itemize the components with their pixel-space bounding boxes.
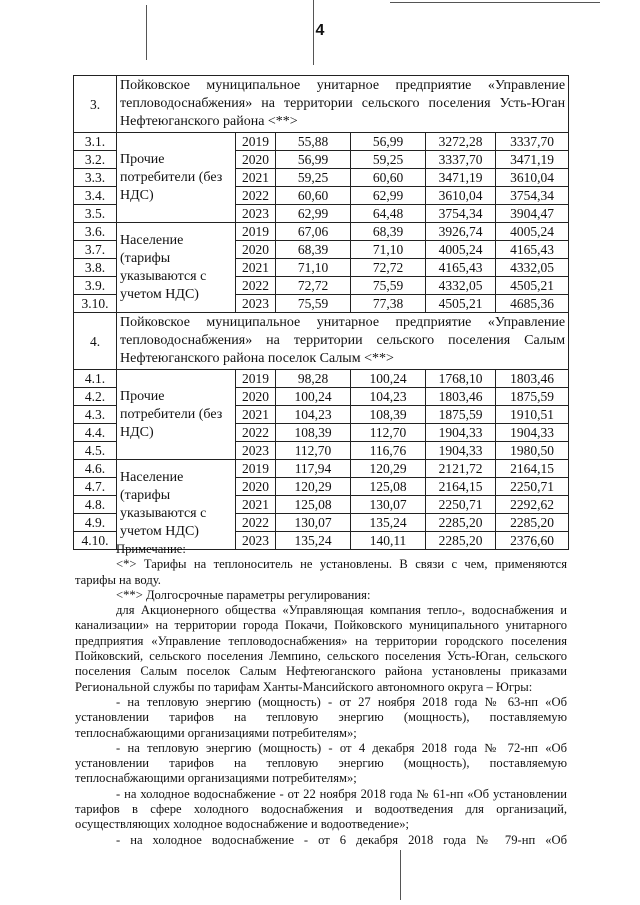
regulation-paragraph: для Акционерного общества «Управляющая компания тепло-, водоснабжения и канализации» на территории города Покачи, Пойковского муниципального унитарного предприятия «Управление тепловодоснабжения» на территории городского поселения Пойковский, сельского поселения Лемпино, сельского поселения Усть-Юган, сельского поселения Салым поселок Салым Нефтеюганского района установлены приказами Региональной службы по тарифам Ханты-Мансийского автономного округа – Югры:	[75, 603, 567, 694]
value-cell: 3610,04	[496, 169, 569, 187]
value-cell: 140,11	[351, 532, 426, 550]
value-cell: 3610,04	[426, 187, 496, 205]
consumer-group: Прочие потребители (без НДС)	[117, 133, 236, 223]
row-number: 3.8.	[74, 259, 117, 277]
value-cell: 72,72	[276, 277, 351, 295]
value-cell: 125,08	[276, 496, 351, 514]
year-cell: 2020	[236, 151, 276, 169]
table-row	[74, 133, 569, 151]
table-row	[74, 223, 569, 241]
value-cell: 56,99	[351, 133, 426, 151]
value-cell: 1803,46	[426, 388, 496, 406]
row-number: 4.10.	[74, 532, 117, 550]
row-number: 3.2.	[74, 151, 117, 169]
row-number: 4.3.	[74, 406, 117, 424]
value-cell: 4165,43	[426, 259, 496, 277]
value-cell: 2164,15	[426, 478, 496, 496]
regulation-item: - на тепловую энергию (мощность) - от 4 декабря 2018 года № 72-нп «Об установлении тарифов на тепловую энергию (мощность), поставляемую теплоснабжающими организациями потребителям»;	[75, 740, 567, 786]
value-cell: 67,06	[276, 223, 351, 241]
row-number: 4.8.	[74, 496, 117, 514]
value-cell: 1980,50	[496, 442, 569, 460]
year-cell: 2021	[236, 169, 276, 187]
value-cell: 1904,33	[426, 442, 496, 460]
note-single-asterisk: <*> Тарифы на теплоноситель не установлены. В связи с чем, применяются тарифы на воду.	[75, 557, 567, 587]
year-cell: 2019	[236, 370, 276, 388]
value-cell: 2292,62	[496, 496, 569, 514]
year-cell: 2021	[236, 496, 276, 514]
year-cell: 2022	[236, 187, 276, 205]
year-cell: 2019	[236, 133, 276, 151]
section-header-row	[74, 76, 569, 133]
value-cell: 75,59	[276, 295, 351, 313]
value-cell: 130,07	[351, 496, 426, 514]
year-cell: 2022	[236, 277, 276, 295]
value-cell: 108,39	[276, 424, 351, 442]
value-cell: 4332,05	[426, 277, 496, 295]
row-number: 4.2.	[74, 388, 117, 406]
value-cell: 2285,20	[426, 532, 496, 550]
scan-artifact-line	[400, 850, 401, 900]
year-cell: 2023	[236, 295, 276, 313]
value-cell: 1904,33	[496, 424, 569, 442]
value-cell: 2285,20	[496, 514, 569, 532]
value-cell: 112,70	[351, 424, 426, 442]
value-cell: 100,24	[351, 370, 426, 388]
year-cell: 2023	[236, 532, 276, 550]
scan-artifact-line	[390, 2, 600, 3]
row-number: 3.1.	[74, 133, 117, 151]
table-row	[74, 370, 569, 388]
value-cell: 112,70	[276, 442, 351, 460]
row-number: 4.4.	[74, 424, 117, 442]
value-cell: 108,39	[351, 406, 426, 424]
value-cell: 3904,47	[496, 205, 569, 223]
section-number: 3.	[74, 76, 117, 133]
value-cell: 130,07	[276, 514, 351, 532]
value-cell: 2164,15	[496, 460, 569, 478]
row-number: 3.10.	[74, 295, 117, 313]
value-cell: 3337,70	[496, 133, 569, 151]
value-cell: 4505,21	[426, 295, 496, 313]
year-cell: 2023	[236, 442, 276, 460]
consumer-group: Население (тарифы указываются с учетом НДС)	[117, 223, 236, 313]
value-cell: 1768,10	[426, 370, 496, 388]
organization-name: Пойковское муниципальное унитарное предприятие «Управление тепловодоснабжения» на территории сельского поселения Салым Нефтеюганского района поселок Салым <**>	[117, 313, 569, 370]
row-number: 3.3.	[74, 169, 117, 187]
value-cell: 98,28	[276, 370, 351, 388]
value-cell: 135,24	[276, 532, 351, 550]
page-number: 4	[315, 22, 325, 39]
value-cell: 100,24	[276, 388, 351, 406]
row-number: 4.7.	[74, 478, 117, 496]
year-cell: 2021	[236, 259, 276, 277]
value-cell: 116,76	[351, 442, 426, 460]
section-header-row	[74, 313, 569, 370]
value-cell: 62,99	[276, 205, 351, 223]
year-cell: 2020	[236, 241, 276, 259]
value-cell: 72,72	[351, 259, 426, 277]
value-cell: 4332,05	[496, 259, 569, 277]
value-cell: 1904,33	[426, 424, 496, 442]
table-row	[74, 460, 569, 478]
value-cell: 4165,43	[496, 241, 569, 259]
notes-section	[75, 542, 567, 848]
consumer-group: Население (тарифы указываются с учетом НДС)	[117, 460, 236, 550]
value-cell: 3272,28	[426, 133, 496, 151]
value-cell: 3926,74	[426, 223, 496, 241]
value-cell: 4005,24	[426, 241, 496, 259]
value-cell: 2250,71	[496, 478, 569, 496]
value-cell: 62,99	[351, 187, 426, 205]
year-cell: 2020	[236, 388, 276, 406]
value-cell: 56,99	[276, 151, 351, 169]
value-cell: 77,38	[351, 295, 426, 313]
year-cell: 2021	[236, 406, 276, 424]
year-cell: 2022	[236, 514, 276, 532]
row-number: 4.1.	[74, 370, 117, 388]
value-cell: 4005,24	[496, 223, 569, 241]
value-cell: 60,60	[276, 187, 351, 205]
value-cell: 3471,19	[496, 151, 569, 169]
value-cell: 120,29	[351, 460, 426, 478]
value-cell: 75,59	[351, 277, 426, 295]
year-cell: 2023	[236, 205, 276, 223]
value-cell: 68,39	[276, 241, 351, 259]
value-cell: 4505,21	[496, 277, 569, 295]
value-cell: 2376,60	[496, 532, 569, 550]
value-cell: 3337,70	[426, 151, 496, 169]
year-cell: 2022	[236, 424, 276, 442]
value-cell: 59,25	[351, 151, 426, 169]
value-cell: 71,10	[351, 241, 426, 259]
value-cell: 2250,71	[426, 496, 496, 514]
value-cell: 117,94	[276, 460, 351, 478]
value-cell: 120,29	[276, 478, 351, 496]
value-cell: 1803,46	[496, 370, 569, 388]
value-cell: 1875,59	[496, 388, 569, 406]
consumer-group: Прочие потребители (без НДС)	[117, 370, 236, 460]
row-number: 4.5.	[74, 442, 117, 460]
row-number: 4.6.	[74, 460, 117, 478]
row-number: 3.5.	[74, 205, 117, 223]
row-number: 4.9.	[74, 514, 117, 532]
value-cell: 64,48	[351, 205, 426, 223]
value-cell: 1875,59	[426, 406, 496, 424]
tariff-table	[73, 75, 569, 550]
value-cell: 71,10	[276, 259, 351, 277]
regulation-item: - на тепловую энергию (мощность) - от 27 ноября 2018 года № 63-нп «Об установлении тарифов на тепловую энергию (мощность), поставляемую теплоснабжающими организациями потребителям»;	[75, 694, 567, 740]
notes-heading: Примечание:	[116, 542, 186, 556]
value-cell: 4685,36	[496, 295, 569, 313]
value-cell: 2285,20	[426, 514, 496, 532]
value-cell: 1910,51	[496, 406, 569, 424]
regulation-item: - на холодное водоснабжение - от 22 ноября 2018 года № 61-нп «Об установлении тарифов в сфере холодного водоснабжения и водоотведения для организаций, осуществляющих холодное водоснабжение и водоотведение»;	[75, 786, 567, 832]
row-number: 3.6.	[74, 223, 117, 241]
value-cell: 2121,72	[426, 460, 496, 478]
value-cell: 135,24	[351, 514, 426, 532]
value-cell: 68,39	[351, 223, 426, 241]
year-cell: 2019	[236, 223, 276, 241]
value-cell: 3754,34	[426, 205, 496, 223]
year-cell: 2019	[236, 460, 276, 478]
value-cell: 125,08	[351, 478, 426, 496]
year-cell: 2020	[236, 478, 276, 496]
value-cell: 104,23	[351, 388, 426, 406]
value-cell: 60,60	[351, 169, 426, 187]
value-cell: 55,88	[276, 133, 351, 151]
row-number: 3.9.	[74, 277, 117, 295]
section-number: 4.	[74, 313, 117, 370]
row-number: 3.4.	[74, 187, 117, 205]
value-cell: 3471,19	[426, 169, 496, 187]
row-number: 3.7.	[74, 241, 117, 259]
note-double-asterisk: <**> Долгосрочные параметры регулирования:	[116, 587, 371, 602]
value-cell: 104,23	[276, 406, 351, 424]
regulation-item: - на холодное водоснабжение - от 6 декабря 2018 года № 79-нп «Об	[116, 832, 567, 847]
organization-name: Пойковское муниципальное унитарное предприятие «Управление тепловодоснабжения» на территории сельского поселения Усть-Юган Нефтеюганского района <**>	[117, 76, 569, 133]
value-cell: 3754,34	[496, 187, 569, 205]
value-cell: 59,25	[276, 169, 351, 187]
